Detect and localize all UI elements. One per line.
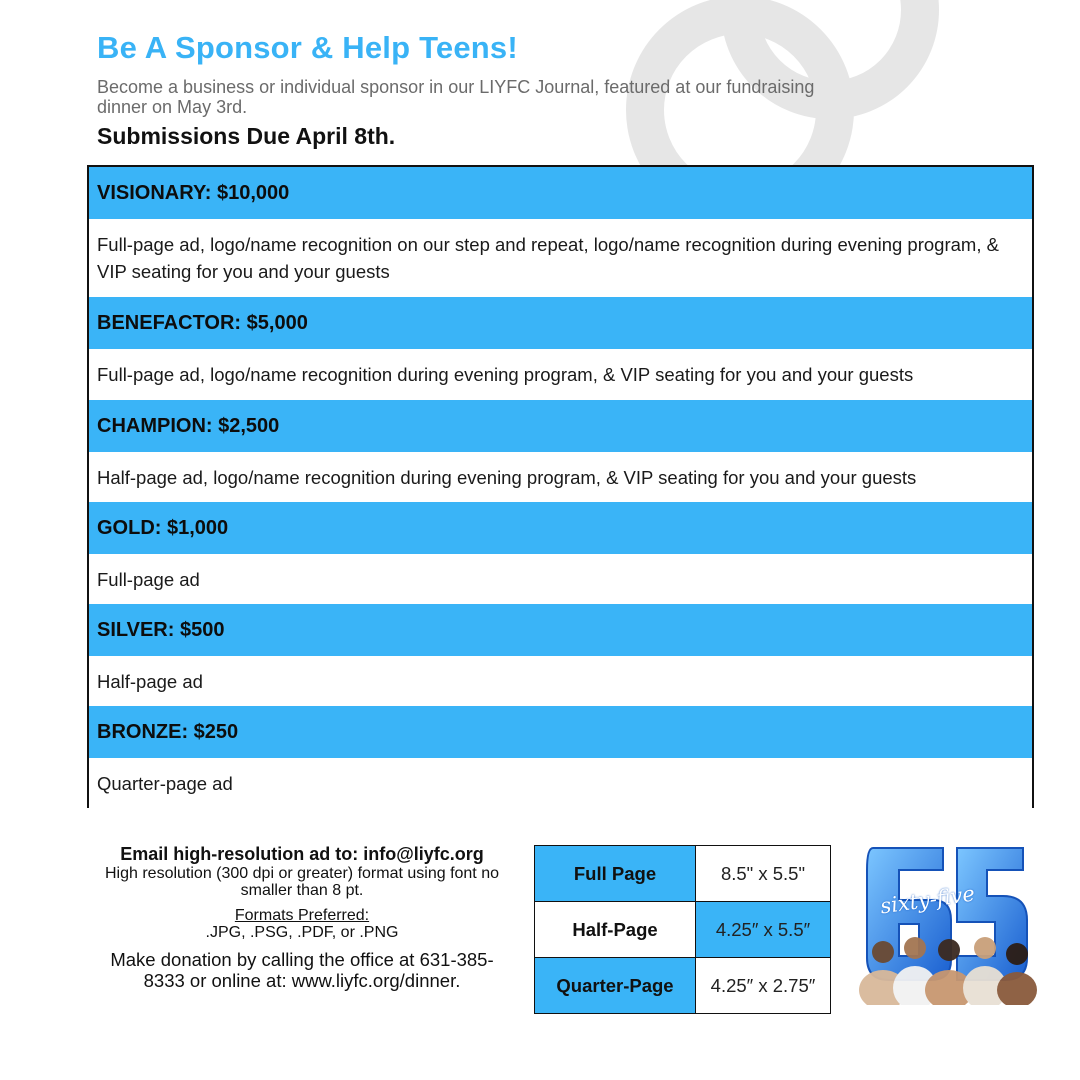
sixty-five-anniversary-badge-icon — [853, 840, 1039, 1005]
tier-description: Full-page ad — [89, 554, 1032, 604]
email-instruction[interactable]: Email high-resolution ad to: info@liyfc.org — [120, 844, 484, 864]
ad-size-label: Half-Page — [535, 902, 696, 958]
table-row — [535, 958, 831, 1014]
tier-name: VISIONARY: $10,000 — [89, 167, 1032, 219]
ad-size-value: 4.25″ x 2.75″ — [696, 958, 831, 1014]
donation-info: Make donation by calling the office at 631-385-8333 or online at: www.liyfc.org/dinner. — [110, 949, 494, 991]
page-subtitle: Become a business or individual sponsor in our LIYFC Journal, featured at our fundraising dinner on May 3rd. — [97, 77, 815, 117]
ad-size-label: Full Page — [535, 846, 696, 902]
sponsorship-tiers-table — [87, 165, 1034, 808]
tier-description: Half-page ad, logo/name recognition during evening program, & VIP seating for you and your guests — [89, 452, 1032, 502]
formats-label: Formats Preferred: — [234, 907, 370, 924]
ad-size-value: 4.25″ x 5.5″ — [696, 902, 831, 958]
badge-script-text: sixty-five — [878, 881, 977, 919]
submission-info — [90, 843, 514, 991]
table-row — [535, 902, 831, 958]
submission-deadline: Submissions Due April 8th. — [97, 123, 396, 149]
formats-list: .JPG, .PSG, .PDF, or .PNG — [205, 924, 399, 941]
tier-name: SILVER: $500 — [89, 604, 1032, 656]
tier-name: BENEFACTOR: $5,000 — [89, 297, 1032, 349]
resolution-requirement: High resolution (300 dpi or greater) format using font no smaller than 8 pt. — [105, 865, 499, 899]
page-title: Be A Sponsor & Help Teens! — [97, 30, 518, 65]
ad-sizes-table — [534, 845, 831, 1014]
tier-name: GOLD: $1,000 — [89, 502, 1032, 554]
ad-size-value: 8.5" x 5.5" — [696, 846, 831, 902]
ad-size-label: Quarter-Page — [535, 958, 696, 1014]
tier-description: Full-page ad, logo/name recognition during evening program, & VIP seating for you and your guests — [89, 349, 1032, 400]
tier-name: CHAMPION: $2,500 — [89, 400, 1032, 452]
tier-description: Half-page ad — [89, 656, 1032, 706]
tier-description: Full-page ad, logo/name recognition on our step and repeat, logo/name recognition during evening program, & VIP seating for you and your guests — [89, 219, 1032, 297]
tier-name: BRONZE: $250 — [89, 706, 1032, 758]
table-row — [535, 846, 831, 902]
tier-description: Quarter-page ad — [89, 758, 1032, 808]
